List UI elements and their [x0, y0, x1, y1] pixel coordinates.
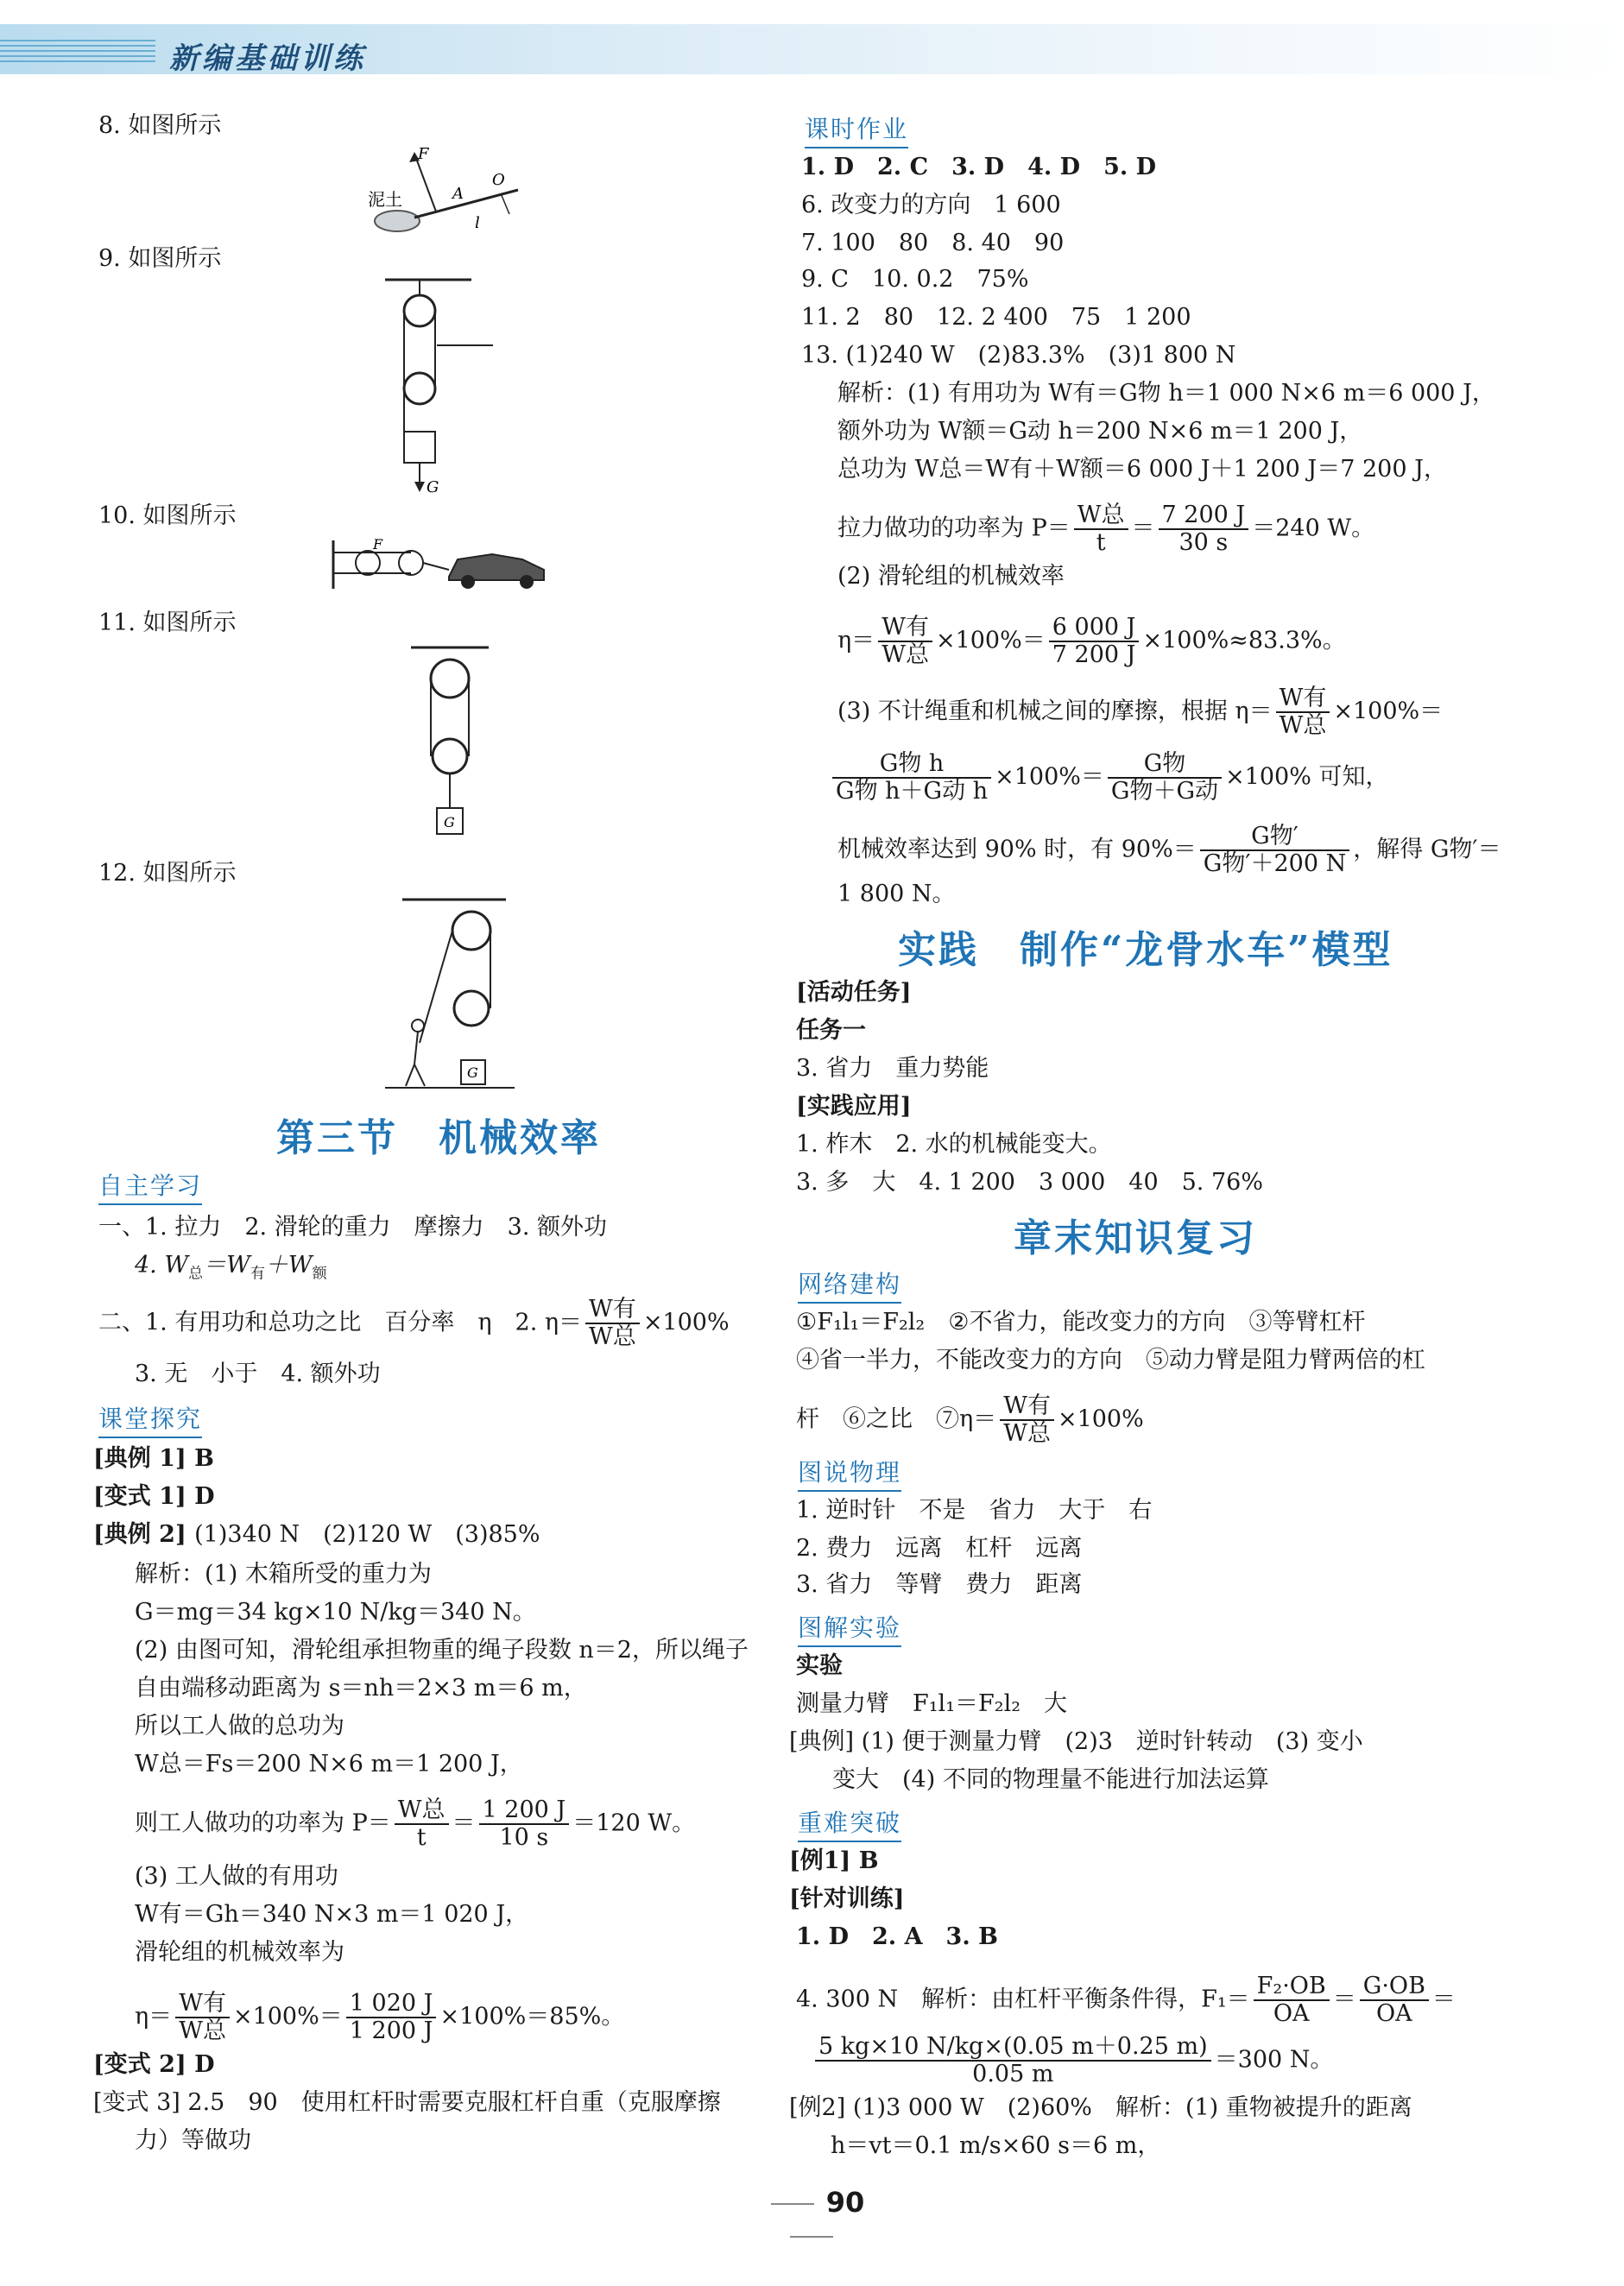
tag-wangluo: 网络建构 — [798, 1266, 901, 1304]
right-line-14: $\frac{\text{G物 h}}{\text{G物 h＋G动 h}}$ ×100%＝ $\frac{\text{G物}}{\text{G物＋G动}}$ ×100% 可知， — [829, 751, 1388, 805]
left-line-9: G＝mg＝34 kg×10 N/kg＝340 N。 — [135, 1599, 536, 1626]
left-line-15: (3) 工人做的有用功 — [135, 1863, 338, 1890]
fig10-F-label: F — [373, 536, 383, 553]
figure-pulley-9 — [385, 276, 515, 501]
left-line-11: 自由端移动距离为 s＝nh＝2×3 m＝6 m， — [135, 1675, 587, 1702]
figure-pulley-11 — [411, 644, 489, 843]
figure-lever — [363, 145, 535, 240]
left-line-16: W有＝Gh＝340 N×3 m＝1 020 J， — [135, 1901, 529, 1928]
right-line-30: 测量力臂 F₁l₁＝F₂l₂ 大 — [796, 1690, 1068, 1717]
fig8-O-label: O — [492, 171, 505, 189]
right-line-34: [针对训练] — [789, 1885, 905, 1912]
right-line-28: 3. 省力 等臂 费力 距离 — [796, 1571, 1083, 1598]
right-line-1: 1. D 2. C 3. D 4. D 5. D — [801, 154, 1157, 180]
right-line-20: [实践应用] — [796, 1093, 912, 1120]
right-line-13: (3) 不计绳重和机械之间的摩擦，根据 η＝ $\frac{\text{W有}}{\text{W总}}$ ×100%＝ — [837, 685, 1444, 739]
tag-keshi: 课时作业 — [805, 111, 908, 148]
right-line-27: 2. 费力 远离 杠杆 远离 — [796, 1535, 1083, 1562]
left-line-21: 力）等做功 — [135, 2127, 251, 2154]
tag-ketang: 课堂探究 — [98, 1400, 202, 1438]
right-line-32: 变大 (4) 不同的物理量不能进行加法运算 — [832, 1766, 1269, 1793]
right-line-8: 额外功为 W额＝G动 h＝200 N×6 m＝1 200 J， — [837, 418, 1363, 445]
figure-car-pulley — [328, 535, 570, 596]
left-line-18: η＝ $\frac{\text{W有}}{\text{W总}}$ ×100%＝ $\frac{1 020 J}{1 200 J}$ ×100%＝85%。 — [135, 1990, 625, 2044]
q9-label: 9. 如图所示 — [98, 245, 222, 272]
right-line-36: 4. 300 N 解析：由杠杆平衡条件得，F₁＝ $\frac{\text{F₂·OB}}{OA}$ ＝ $\frac{G\cdot OB}{OA}$ ＝ — [796, 1973, 1456, 2027]
q11-label: 11. 如图所示 — [98, 609, 237, 636]
right-line-5: 11. 2 80 12. 2 400 75 1 200 — [801, 304, 1191, 331]
right-line-25: 杆 ⑥之比 ⑦η＝ $\frac{\text{W有}}{\text{W总}}$ ×100% — [796, 1392, 1144, 1447]
left-line-1: 一、1. 拉力 2. 滑轮的重力 摩擦力 3. 额外功 — [98, 1214, 608, 1241]
q12-label: 12. 如图所示 — [98, 860, 237, 887]
right-line-39: h＝vt＝0.1 m/s×60 s＝6 m， — [831, 2132, 1161, 2159]
left-line-14: 则工人做功的功率为 P＝ $\frac{\text{W总}}{t}$ ＝ $\frac{1 200 J}{10 s}$ ＝120 W。 — [135, 1797, 696, 1851]
left-line-20: [变式 3] 2.5 90 使用杠杆时需要克服杠杆自重（克服摩擦 — [93, 2089, 721, 2116]
right-line-15: 机械效率达到 90% 时，有 90%＝ $\frac{\text{G物′}}{\text{G物′＋200 N}}$ ，解得 G物′＝ — [837, 823, 1501, 877]
right-line-3: 7. 100 80 8. 40 90 — [801, 230, 1065, 256]
right-line-2: 6. 改变力的方向 1 600 — [801, 192, 1061, 218]
left-line-7: [典例 2] (1)340 N (2)120 W (3)85% — [93, 1521, 540, 1548]
left-line-2: 4. $W_总=W_有+W_额$ — [135, 1252, 327, 1283]
section-title-practice: 实践 制作“龙骨水车”模型 — [898, 928, 1393, 972]
page-number: 90 — [725, 2186, 898, 2251]
right-line-17: [活动任务] — [796, 979, 912, 1006]
right-line-24: ④省一半力，不能改变力的方向 ⑤动力臂是阻力臂两倍的杠 — [796, 1347, 1425, 1373]
right-line-23: ①F₁l₁＝F₂l₂ ②不省力，能改变力的方向 ③等臂杠杆 — [796, 1309, 1366, 1336]
right-line-10: 拉力做功的功率为 P＝ $\frac{\text{W总}}{t}$ ＝ $\frac{7 200 J}{30 s}$ ＝240 W。 — [837, 502, 1375, 556]
page-header — [0, 0, 1624, 83]
right-line-37: $\frac{5 kg\times 10 N/kg\times(0.05 m+0.25 m)}{0.05 m}$ ＝300 N。 — [812, 2034, 1333, 2087]
right-line-19: 3. 省力 重力势能 — [796, 1055, 989, 1082]
left-line-3: 二、1. 有用功和总功之比 百分率 η 2. η＝ $\frac{\text{W有}}{\text{W总}}$ ×100% — [98, 1296, 730, 1350]
left-line-8: 解析：(1) 木箱所受的重力为 — [135, 1561, 432, 1588]
fig8-F-label: F — [418, 145, 429, 163]
right-line-21: 1. 柞木 2. 水的机械能变大。 — [796, 1131, 1112, 1158]
right-line-6: 13. (1)240 W (2)83.3% (3)1 800 N — [801, 342, 1236, 369]
right-line-38: [例2] (1)3 000 W (2)60% 解析：(1) 重物被提升的距离 — [789, 2094, 1412, 2121]
right-line-35: 1. D 2. A 3. B — [796, 1923, 998, 1950]
left-line-12: 所以工人做的总功为 — [135, 1713, 344, 1740]
section-title-review: 章末知识复习 — [1014, 1216, 1257, 1260]
fig8-soil-label: 泥土 — [368, 189, 402, 210]
fig11-G-label: G — [444, 814, 455, 830]
right-line-29: 实验 — [796, 1652, 843, 1679]
left-line-4: 3. 无 小于 4. 额外功 — [135, 1361, 381, 1387]
left-line-6: [变式 1] D — [93, 1483, 215, 1510]
right-line-11: (2) 滑轮组的机械效率 — [837, 563, 1065, 590]
left-line-5: [典例 1] B — [93, 1445, 214, 1472]
right-line-16: 1 800 N。 — [837, 881, 956, 907]
tag-tushuo: 图说物理 — [798, 1454, 901, 1492]
tag-tujie: 图解实验 — [798, 1609, 901, 1647]
section-title-efficiency: 第三节 机械效率 — [276, 1116, 601, 1160]
left-line-19: [变式 2] D — [93, 2051, 215, 2078]
right-line-33: [例1] B — [789, 1847, 879, 1874]
header-decor-lines — [0, 40, 155, 66]
q10-label: 10. 如图所示 — [98, 502, 237, 529]
tag-zhongnan: 重难突破 — [798, 1804, 901, 1842]
right-line-12: η＝ $\frac{\text{W有}}{\text{W总}}$ ×100%＝ $\frac{6 000 J}{7 200 J}$ ×100%≈83.3%。 — [837, 614, 1346, 668]
fig12-G-label: G — [467, 1064, 478, 1081]
figure-pulley-12 — [385, 896, 515, 1095]
right-line-18: 任务一 — [796, 1017, 866, 1044]
right-line-22: 3. 多 大 4. 1 200 3 000 40 5. 76% — [796, 1169, 1263, 1196]
fig8-l-label: l — [475, 214, 480, 232]
left-line-13: W总＝Fs＝200 N×6 m＝1 200 J， — [135, 1751, 523, 1778]
left-line-10: (2) 由图可知，滑轮组承担物重的绳子段数 n＝2，所以绳子 — [135, 1637, 749, 1664]
right-line-9: 总功为 W总＝W有＋W额＝6 000 J＋1 200 J＝7 200 J， — [837, 456, 1447, 483]
q8-label: 8. 如图所示 — [98, 112, 222, 139]
left-line-17: 滑轮组的机械效率为 — [135, 1939, 344, 1966]
header-title: 新编基础训练 — [169, 41, 366, 76]
fig9-G-label: G — [427, 478, 439, 496]
tag-zizhu: 自主学习 — [98, 1167, 202, 1205]
fig8-A-label: A — [452, 185, 464, 203]
right-line-7: 解析：(1) 有用功为 W有＝G物 h＝1 000 N×6 m＝6 000 J， — [837, 380, 1495, 407]
right-line-31: [典例] (1) 便于测量力臂 (2)3 逆时针转动 (3) 变小 — [789, 1728, 1363, 1755]
right-line-26: 1. 逆时针 不是 省力 大于 右 — [796, 1497, 1153, 1524]
right-line-4: 9. C 10. 0.2 75% — [801, 266, 1029, 293]
